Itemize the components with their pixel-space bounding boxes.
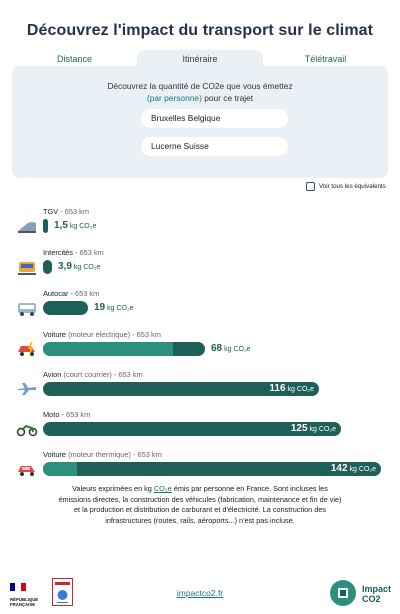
bar-unit: kg CO₂e bbox=[73, 264, 101, 271]
origin-input[interactable]: Bruxelles Belgique bbox=[141, 109, 288, 128]
bar-category: Avion bbox=[43, 370, 62, 379]
bar-category: Voiture bbox=[43, 330, 67, 339]
bar-label bbox=[43, 410, 90, 419]
bar-value-label bbox=[321, 463, 376, 474]
page-title: Découvrez l'impact du transport sur le climat bbox=[26, 22, 374, 39]
bar-label bbox=[43, 289, 99, 298]
bar-value: 3,9 bbox=[58, 261, 72, 272]
rf-line1: RÉPUBLIQUE bbox=[10, 597, 39, 602]
impactco2-globe-icon bbox=[328, 578, 358, 608]
bar-distance: - 653 km bbox=[130, 450, 162, 459]
brand-line1: Impact bbox=[362, 584, 392, 594]
bar-value-label bbox=[54, 220, 96, 231]
intro-line2-rest: pour ce trajet bbox=[204, 93, 254, 103]
bar-distance: - 653 km bbox=[68, 289, 100, 298]
bar-category: Voiture bbox=[43, 450, 67, 459]
bar-distance: - 653 km bbox=[59, 410, 91, 419]
intro-line2 bbox=[0, 92, 400, 104]
bar-label bbox=[43, 370, 143, 379]
bar-detail: (court courrier) bbox=[61, 370, 112, 379]
intro-line1: Découvrez la quantité de CO2e que vous émettez bbox=[107, 81, 293, 91]
bus-icon bbox=[16, 299, 38, 317]
bar bbox=[43, 342, 205, 356]
bar-value-label bbox=[281, 423, 336, 434]
bar-unit: kg CO₂e bbox=[287, 386, 314, 393]
bar-value: 68 bbox=[211, 343, 223, 354]
bar-detail: (moteur thermique) bbox=[66, 450, 131, 459]
footnote-after: émis par personne en France. Sont incluses les émissions directes, la construction des véhicules (fabrication, maintenance et fin de vie) et la production et distribution de carburant et d'électricité. La construction des infrastructures (routes, rails, aéroports...) n'est pas incluse. bbox=[58, 484, 342, 526]
bar-distance: - 653 km bbox=[111, 370, 143, 379]
bar-distance: - 653 km bbox=[73, 248, 104, 257]
bar-category: Intercités bbox=[43, 248, 73, 257]
bar-unit: kg CO₂e bbox=[107, 305, 134, 312]
impactco2-site-link[interactable]: impactco2.fr bbox=[176, 588, 224, 598]
plane-icon bbox=[16, 380, 38, 398]
equivalents-checkbox-label: Voir tous les équivalents bbox=[319, 182, 386, 190]
bar-category: Moto bbox=[43, 410, 60, 419]
bar-value-label bbox=[259, 383, 314, 394]
per-person-link[interactable]: (par personne) bbox=[146, 93, 202, 103]
bar-label bbox=[43, 207, 89, 216]
impactco2-logo bbox=[328, 578, 394, 610]
bar bbox=[43, 260, 52, 274]
bar-value: 116 bbox=[269, 383, 286, 394]
bar-category: TGV bbox=[43, 207, 59, 216]
bar-detail: (moteur électrique) bbox=[66, 330, 131, 339]
bar-value: 125 bbox=[290, 423, 308, 434]
bar-value: 1,5 bbox=[54, 220, 68, 231]
brand-line2: CO2 bbox=[362, 594, 381, 604]
tgv-icon bbox=[16, 217, 38, 235]
bar-value: 19 bbox=[94, 302, 106, 313]
intro-text bbox=[0, 80, 400, 104]
equivalents-checkbox[interactable] bbox=[306, 182, 315, 191]
bar-unit: kg CO₂e bbox=[309, 426, 336, 433]
tab-itineraire[interactable]: Itinéraire bbox=[137, 50, 263, 68]
bar-value-label bbox=[211, 343, 251, 354]
bar-value: 142 bbox=[330, 463, 348, 474]
rf-line2: FRANÇAISE bbox=[10, 602, 36, 607]
bar-distance: - 653 km bbox=[58, 207, 90, 216]
motorbike-icon bbox=[16, 420, 38, 438]
footnote bbox=[58, 484, 342, 527]
destination-input[interactable]: Lucerne Suisse bbox=[141, 137, 288, 156]
bar-label bbox=[43, 450, 162, 459]
co2e-link[interactable]: CO₂e bbox=[153, 484, 172, 493]
bar-value-label bbox=[94, 302, 134, 313]
footnote-before: Valeurs exprimées en kg bbox=[72, 484, 154, 493]
bar-label bbox=[43, 248, 104, 257]
bar-segment bbox=[43, 462, 77, 476]
bar-distance: - 653 km bbox=[130, 330, 161, 339]
tab-distance[interactable]: Distance bbox=[56, 54, 92, 64]
bar-unit: kg CO₂e bbox=[224, 346, 251, 353]
bar bbox=[43, 301, 88, 315]
bar-category: Autocar bbox=[43, 289, 69, 298]
bar-label bbox=[43, 330, 161, 339]
electric-car-icon bbox=[16, 340, 38, 358]
car-icon bbox=[16, 460, 38, 478]
bar-unit: kg CO₂e bbox=[69, 223, 97, 230]
bar-value-label bbox=[58, 261, 100, 272]
tab-teletravail[interactable]: Télétravail bbox=[304, 54, 347, 64]
bar-unit: kg CO₂e bbox=[349, 466, 376, 473]
intercites-icon bbox=[16, 258, 38, 276]
bar-segment bbox=[43, 342, 173, 356]
bar bbox=[43, 219, 48, 233]
equivalents-toggle[interactable] bbox=[306, 180, 386, 192]
